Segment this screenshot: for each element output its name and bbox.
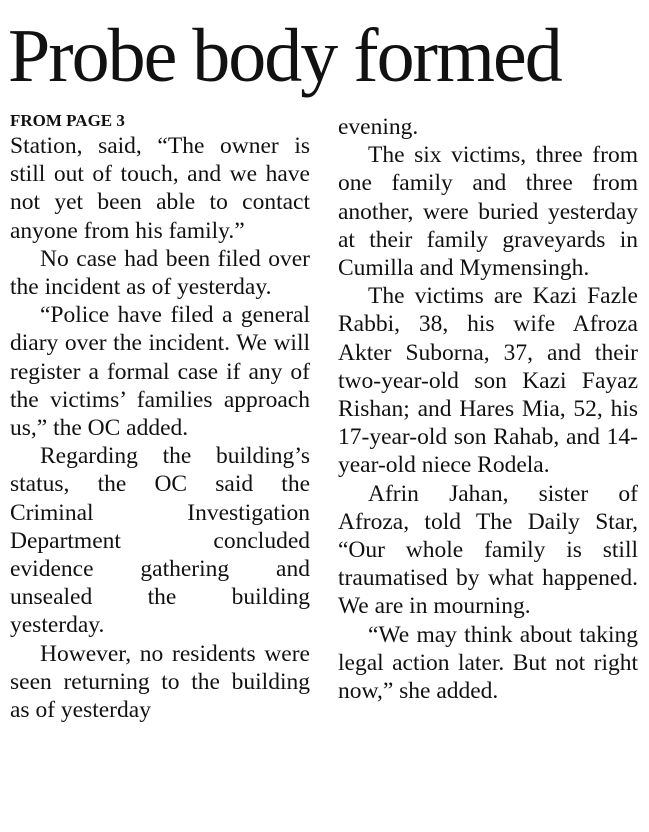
headline: Probe body formed (8, 14, 561, 98)
article-column-left (10, 112, 310, 724)
paragraph: The victims are Kazi Fazle Rabbi, 38, his wife Afroza Akter Suborna, 37, and their two-year-old son Kazi Fayaz Rishan; and Hares Mia, 52, his 17-year-old son Rahab, and 14-year-old niece Rodela. (338, 283, 638, 479)
jump-line: FROM PAGE 3 (10, 111, 125, 130)
paragraph: Afrin Jahan, sister of Afroza, told The Daily Star, “Our whole family is still traumatised by what happened. We are in mourning. (338, 480, 638, 620)
paragraph: Regarding the building’s status, the OC said the Criminal Investigation Department concluded evidence gathering and unsealed the building yesterday. (10, 443, 310, 639)
paragraph: Station, said, “The owner is still out of touch, and we have not yet been able to contact anyone from his family.” (10, 133, 310, 244)
paragraph: “Police have filed a general diary over the incident. We will register a formal case if any of the victims’ families approach us,” the OC added. (10, 302, 310, 442)
paragraph: The six victims, three from one family and three from another, were buried yesterday at their family graveyards in Cumilla and Mymensingh. (338, 142, 638, 282)
paragraph: “We may think about taking legal action later. But not right now,” she added. (338, 621, 638, 705)
article-column-right (338, 113, 638, 705)
paragraph: However, no residents were seen returning to the building as of yesterday (10, 640, 310, 724)
paragraph: evening. (338, 114, 419, 140)
paragraph: No case had been filed over the incident as of yesterday. (10, 245, 310, 301)
